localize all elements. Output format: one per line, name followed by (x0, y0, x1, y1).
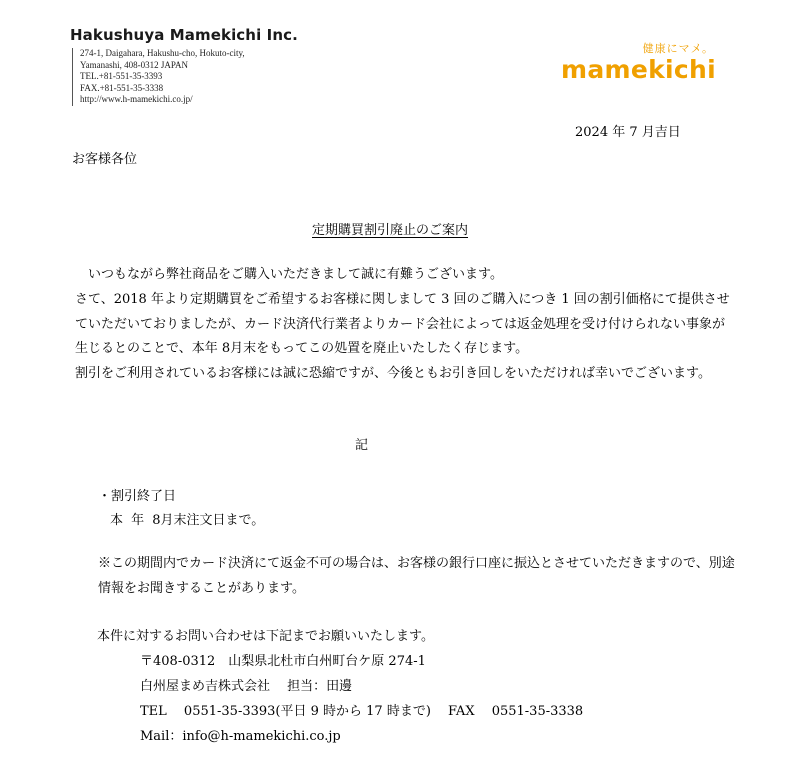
contact-company-person: 白州屋まめ吉株式会社 担当：田邊 (140, 679, 353, 694)
body-paragraph: いつもながら弊社商品をご購入いただきまして誠に有難うございます。 (75, 267, 503, 282)
note-paragraph (98, 551, 738, 601)
brand-logo (561, 40, 716, 84)
address-line: FAX.+81-551-35-3338 (80, 82, 164, 93)
contact-block (140, 649, 583, 749)
letterhead-sender (72, 26, 298, 106)
item-value: 本 年 8月末注文日まで。 (110, 513, 265, 528)
body-paragraph: 割引をご利用されているお客様には誠に恐縮ですが、今後ともお引き回しをいただければ幸いでございます。 (75, 366, 711, 382)
item-heading: ・割引終了日 (98, 489, 177, 504)
address-line: TEL.+81-551-35-3393 (80, 71, 163, 82)
ki-marker: 記 (355, 438, 369, 453)
contact-mail: Mail：info@h-mamekichi.co.jp (140, 729, 341, 744)
brand-logo-text: mamekichi (560, 55, 716, 84)
brand-tagline: 健康にマメ。 (642, 42, 714, 55)
contact-phone-fax: TEL 0551-35-3393(平日 9 時から 17 時まで) FAX 0551-35-3338 (140, 704, 584, 719)
note-text: ※この期間内でカード決済にて返金不可の場合は、お客様の銀行口座に振込とさせていただきますので、別途情報をお聞きすることがあります。 (98, 556, 735, 596)
letter-recipient: お客様各位 (72, 152, 138, 167)
sender-address-block (72, 48, 298, 106)
letter-date: 2024 年 7 月吉日 (575, 125, 681, 140)
document-title: 定期購買割引廃止のご案内 (312, 223, 469, 238)
body-paragraph: さて、2018 年より定期購買をご希望するお客様に関しまして 3 回のご購入につき 1 回の割引価格にて提供させていただいておりましたが、カード決済代行業者よりカード会社によっては返金処理を受け付けられない事象が生じるとのことで、本年 8月末をもってこの処置を廃止いたしたく存じます。 (75, 291, 730, 357)
contact-postal-address: 〒408-0312 山梨県北杜市白州町台ケ原 274-1 (140, 654, 426, 669)
inquiry-text: 本件に対するお問い合わせは下記までお願いいたします。 (97, 629, 434, 644)
address-line: Yamanashi, 408-0312 JAPAN (80, 59, 189, 70)
company-name: Hakushuya Mamekichi Inc. (70, 26, 298, 44)
letter-body (75, 263, 735, 387)
address-line: http://www.h-mamekichi.co.jp/ (80, 94, 193, 105)
address-line: 274-1, Daigahara, Hakushu-cho, Hokuto-city, (80, 48, 245, 58)
